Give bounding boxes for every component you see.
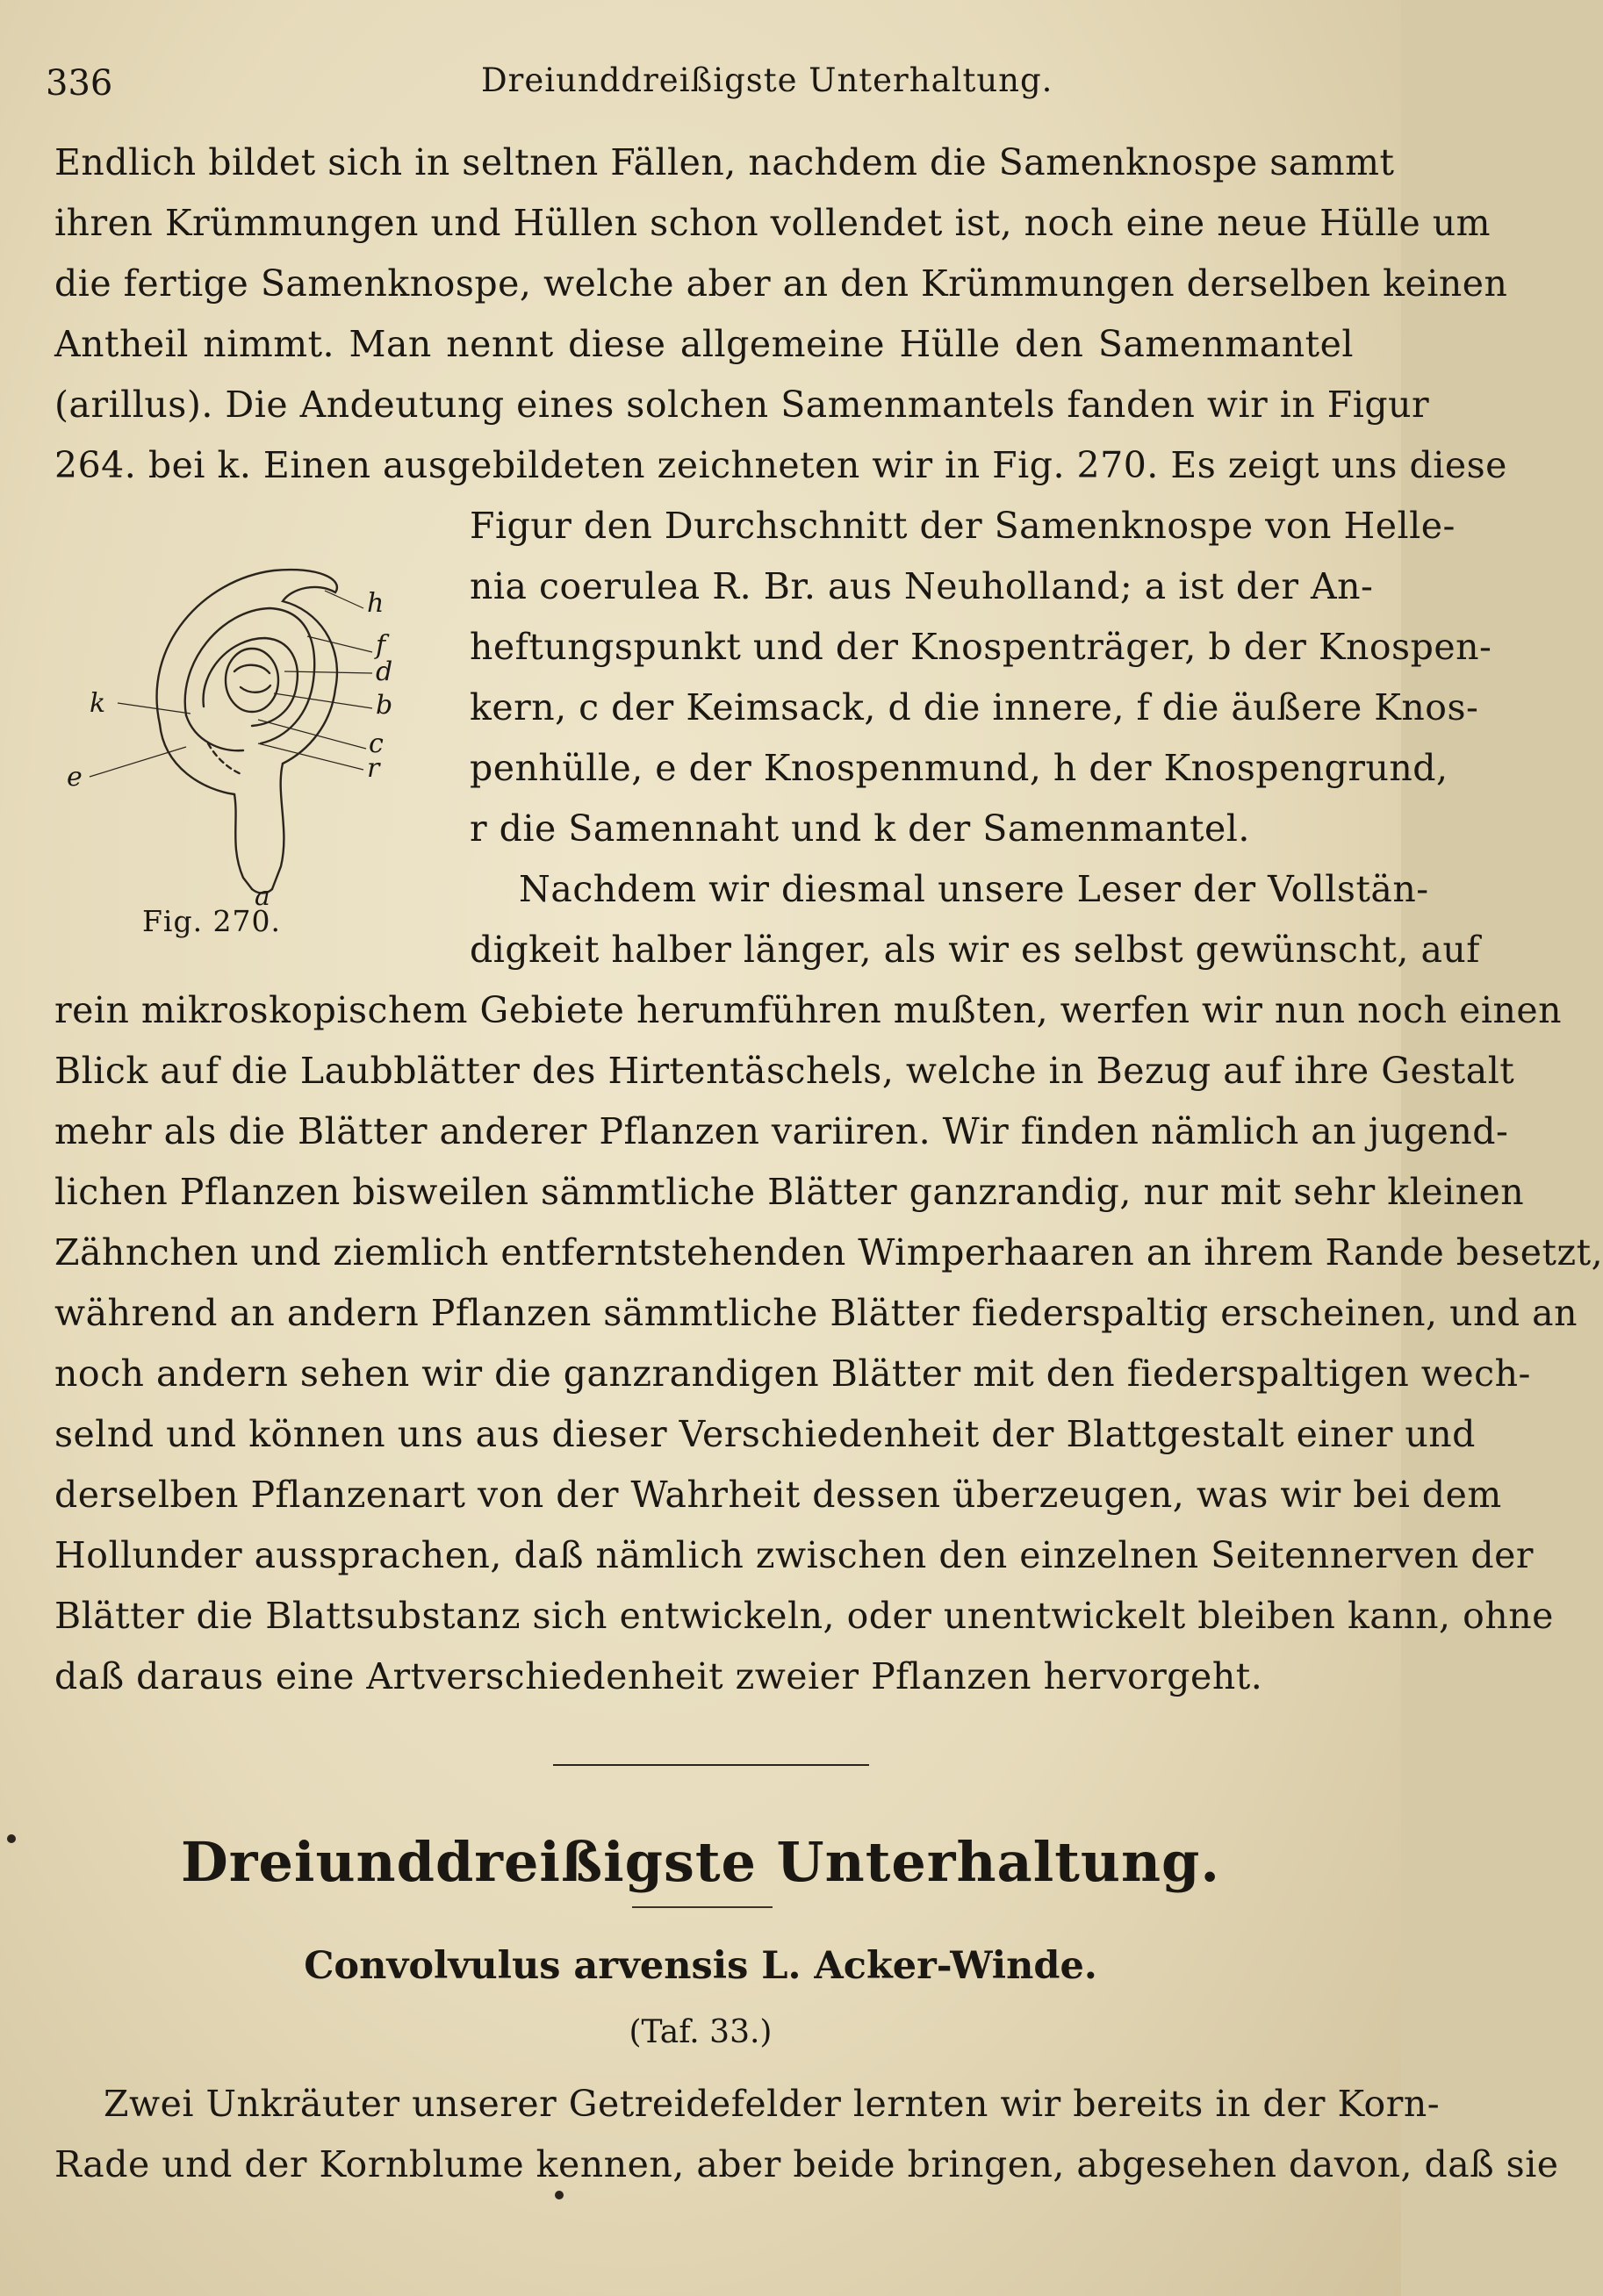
text-line: Endlich bildet sich in seltnen Fällen, nachdem die Samenknospe sammt <box>54 141 1395 183</box>
ink-speck <box>7 1834 16 1843</box>
text-line: (arillus). Die Andeutung eines solchen Samenmantels fanden wir in Figur <box>54 384 1430 426</box>
text-line: ihren Krümmungen und Hüllen schon vollendet ist, noch eine neue Hülle um <box>54 202 1492 244</box>
label-k: k <box>90 688 106 719</box>
label-e: e <box>67 762 83 793</box>
text-line: digkeit halber länger, als wir es selbst gewünscht, auf <box>470 929 1480 971</box>
label-a: a <box>255 881 270 912</box>
figure-caption: Fig. 270. <box>142 904 282 938</box>
ovule-section-illustration <box>54 540 458 912</box>
label-r: r <box>367 753 380 784</box>
text-line: Rade und der Kornblume kennen, aber beide bringen, abgesehen davon, daß sie <box>54 2143 1559 2185</box>
heading-underline <box>632 1906 773 1908</box>
label-d: d <box>376 657 393 687</box>
text-line: Figur den Durchschnitt der Samenknospe von Helle- <box>470 505 1456 547</box>
text-line: penhülle, e der Knospenmund, h der Knospengrund, <box>470 747 1448 789</box>
section-heading: Dreiunddreißigste Unterhaltung. <box>181 1830 1220 1894</box>
text-line: Antheil nimmt. Man nennt diese allgemeine Hülle den Samenmantel <box>54 323 1354 365</box>
plate-reference: (Taf. 33.) <box>629 2014 773 2050</box>
label-f: f <box>376 630 386 661</box>
text-line: mehr als die Blätter anderer Pflanzen variiren. Wir finden nämlich an jugend- <box>54 1110 1509 1152</box>
text-line: nia coerulea R. Br. aus Neuholland; a ist der An- <box>470 565 1374 607</box>
text-line: Blätter die Blattsubstanz sich entwickeln, oder unentwickelt bleiben kann, ohne <box>54 1595 1554 1637</box>
text-line: während an andern Pflanzen sämmtliche Blätter fiederspaltig erscheinen, und an <box>54 1292 1578 1334</box>
text-line: daß daraus eine Artverschiedenheit zweier Pflanzen hervorgeht. <box>54 1655 1263 1697</box>
text-line: r die Samennaht und k der Samenmantel. <box>470 807 1250 850</box>
text-line: Zwei Unkräuter unserer Getreidefelder lernten wir bereits in der Korn- <box>104 2083 1441 2125</box>
section-subtitle: Convolvulus arvensis L. Acker-Winde. <box>304 1944 1097 1988</box>
section-divider <box>553 1764 869 1766</box>
label-h: h <box>367 588 385 619</box>
text-line: die fertige Samenknospe, welche aber an den Krümmungen derselben keinen <box>54 262 1508 305</box>
figure-270 <box>54 540 458 952</box>
page-number: 336 <box>46 63 113 104</box>
text-line: heftungspunkt und der Knospenträger, b der Knospen- <box>470 626 1492 668</box>
text-line: rein mikroskopischem Gebiete herumführen mußten, werfen wir nun noch einen <box>54 989 1563 1031</box>
text-line: Hollunder aussprachen, daß nämlich zwischen den einzelnen Seitennerven der <box>54 1534 1534 1576</box>
label-b: b <box>376 690 393 721</box>
text-line: kern, c der Keimsack, d die innere, f die äußere Knos- <box>470 686 1479 728</box>
text-line: lichen Pflanzen bisweilen sämmtliche Blätter ganzrandig, nur mit sehr kleinen <box>54 1171 1525 1213</box>
text-line: 264. bei k. Einen ausgebildeten zeichneten wir in Fig. 270. Es zeigt uns diese <box>54 444 1507 486</box>
text-line: selnd und können uns aus dieser Verschiedenheit der Blattgestalt einer und <box>54 1413 1476 1455</box>
text-line: Blick auf die Laubblätter des Hirtentäschels, welche in Bezug auf ihre Gestalt <box>54 1050 1515 1092</box>
text-line: noch andern sehen wir die ganzrandigen Blätter mit den fiederspaltigen wech- <box>54 1352 1531 1395</box>
text-line: Zähnchen und ziemlich entferntstehenden Wimperhaaren an ihrem Rande besetzt, <box>54 1231 1603 1274</box>
text-line: derselben Pflanzenart von der Wahrheit dessen überzeugen, was wir bei dem <box>54 1474 1502 1516</box>
ink-speck <box>555 2191 564 2199</box>
label-c: c <box>369 728 384 759</box>
text-line: Nachdem wir diesmal unsere Leser der Vollstän- <box>519 868 1429 910</box>
running-head: Dreiunddreißigste Unterhaltung. <box>481 61 1053 99</box>
